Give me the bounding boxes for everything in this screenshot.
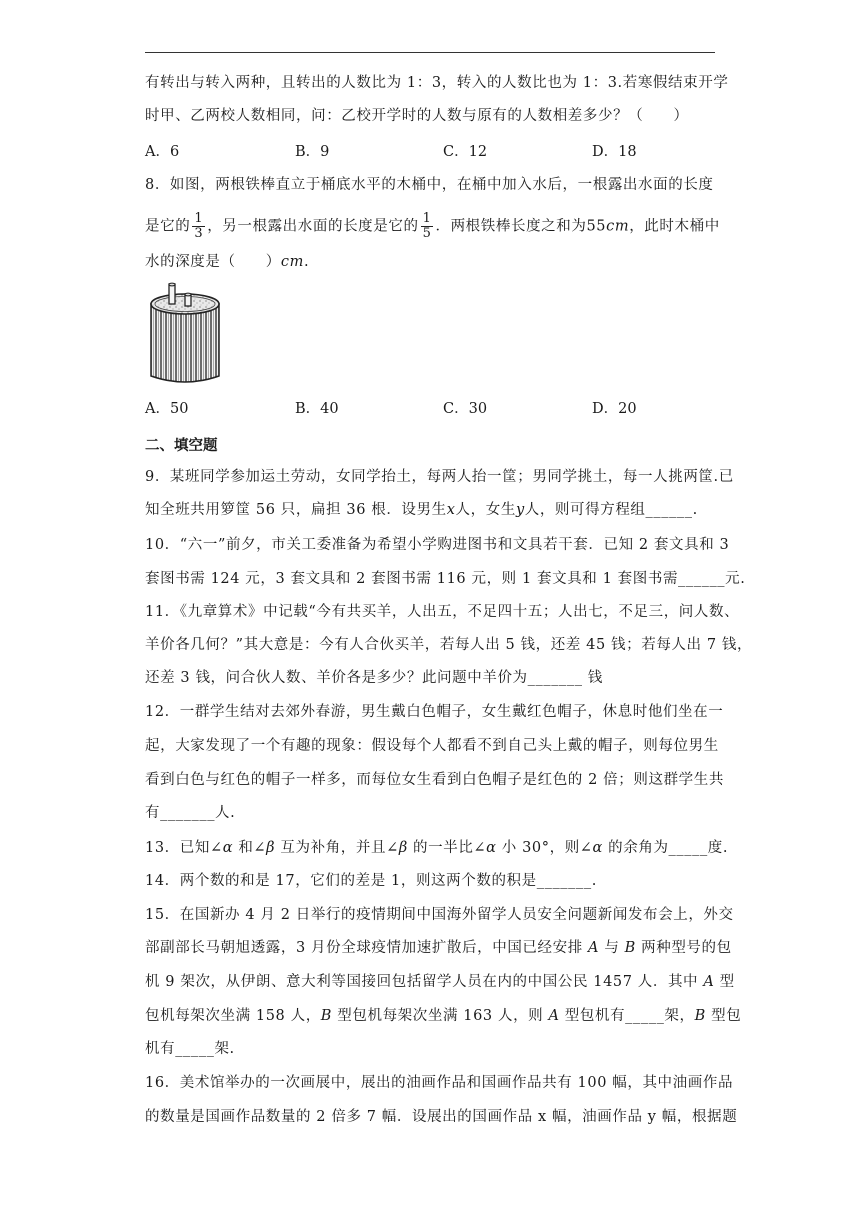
q15-text-b: 与 xyxy=(599,940,625,956)
q15-type-b-3: B xyxy=(694,1008,706,1024)
fraction-numerator: 1 xyxy=(422,211,432,226)
q9-line-2 xyxy=(145,500,698,520)
q15-type-b-2: B xyxy=(320,1008,333,1024)
q9-text-b: 人，女生 xyxy=(455,502,516,518)
q9-var-y: y xyxy=(515,502,525,518)
q7-option-d: D．18 xyxy=(592,144,637,160)
q7-line-2: 时甲、乙两校人数相同，问：乙校开学时的人数与原有的人数相差多少？（ ） xyxy=(145,108,689,124)
q15-type-a-2: A xyxy=(703,974,715,990)
fraction-numerator: 1 xyxy=(194,211,204,226)
q9-line-1: 9．某班同学参加运土劳动，女同学抬土，每两人抬一筐；男同学挑土，每一人挑两筐.已 xyxy=(145,469,734,485)
q13-text-b: 和∠ xyxy=(233,840,267,856)
q13-beta: β xyxy=(266,840,276,856)
q7-line-1: 有转出与转入两种，且转出的人数比为 1：3，转入的人数比也为 1：3.若寒假结束开学 xyxy=(145,75,729,91)
q8-fraction-one-third xyxy=(192,212,205,241)
q13-text-f: 的余角为_____度. xyxy=(602,840,729,856)
q15-text-f: 包机每架次坐满 158 人， xyxy=(145,1008,321,1024)
q12-line-2: 起，大家发现了一个有趣的现象：假设每个人都看不到自己头上戴的帽子，则每位男生 xyxy=(145,738,719,754)
q13-alpha-2: α xyxy=(486,840,497,856)
q13-text-e: 小 30°，则∠ xyxy=(496,840,593,856)
q8-unit-cm: cm xyxy=(606,218,630,235)
q12-line-3: 看到白色与红色的帽子一样多，而每位女生看到白色帽子是红色的 2 倍；则这群学生共 xyxy=(145,772,724,788)
q16-line-2: 的数量是国画作品数量的 2 倍多 7 幅．设展出的国画作品 x 幅，油画作品 y 幅，根据题 xyxy=(145,1109,738,1125)
q13-line-1 xyxy=(145,838,728,858)
q15-line-3 xyxy=(145,972,735,992)
q13-alpha: α xyxy=(222,840,234,856)
q13-beta-2: β xyxy=(398,840,408,856)
q9-var-x: x xyxy=(446,502,456,518)
q13-text-d: 的一半比∠ xyxy=(407,840,487,856)
q8-unit-cm-2: cm xyxy=(280,254,304,270)
q7-option-a: A．6 xyxy=(145,144,180,160)
fraction-denominator: 3 xyxy=(194,226,204,241)
q8-option-a: A．50 xyxy=(145,401,189,417)
q8-line-3 xyxy=(145,252,309,272)
q8-text-d: ，此时木桶中 xyxy=(629,218,720,235)
q7-option-c: C．12 xyxy=(443,144,488,160)
q15-text-a: 部副部长马朝旭透露，3 月份全球疫情加速扩散后，中国已经安排 xyxy=(145,940,589,956)
q9-text-c: 人，则可得方程组______. xyxy=(524,502,698,518)
q15-line-2 xyxy=(145,938,732,958)
q15-text-g: 型包机每架次坐满 163 人，则 xyxy=(332,1008,549,1024)
q13-alpha-3: α xyxy=(592,840,603,856)
q13-text-c: 互为补角，并且∠ xyxy=(275,840,399,856)
q12-line-1: 12．一群学生结对去郊外春游，男生戴白色帽子，女生戴红色帽子，休息时他们坐在一 xyxy=(145,704,724,720)
q11-line-1: 11．《九章算术》中记载“今有共买羊，人出五，不足四十五；人出七，不足三，问人数、 xyxy=(145,604,740,620)
q15-text-h: 型包机有_____架， xyxy=(559,1008,695,1024)
q15-line-1: 15．在国新办 4 月 2 日举行的疫情期间中国海外留学人员安全问题新闻发布会上，外交 xyxy=(145,907,734,923)
q15-type-a-3: A xyxy=(548,1008,560,1024)
q8-text-c: ．两根铁棒长度之和为55 xyxy=(435,218,607,235)
section-title-fill-in: 二、填空题 xyxy=(145,438,218,454)
q12-line-4: 有_______人. xyxy=(145,805,236,821)
q7-option-b: B．9 xyxy=(295,144,330,160)
q8-option-c: C．30 xyxy=(443,401,488,417)
q10-line-2: 套图书需 124 元，3 套文具和 2 套图书需 116 元，则 1 套文具和 1 套图书需______元. xyxy=(145,571,746,587)
q15-text-e: 型 xyxy=(714,974,735,990)
q9-text-a: 知全班共用箩筐 56 只，扁担 36 根．设男生 xyxy=(145,502,447,518)
header-rule xyxy=(145,52,715,53)
q15-line-4 xyxy=(145,1006,741,1026)
q15-text-d: 机 9 架次，从伊朗、意大利等国接回包括留学人员在内的中国公民 1457 人．其中 xyxy=(145,974,704,990)
q8-fraction-one-fifth xyxy=(421,212,434,241)
q8-text-f: . xyxy=(303,254,310,270)
q14-line-1: 14．两个数的和是 17，它们的差是 1，则这两个数的积是_______. xyxy=(145,873,597,889)
bucket-with-rods-figure xyxy=(145,282,225,388)
q8-text-b: ，另一根露出水面的长度是它的 xyxy=(207,218,419,235)
q11-line-2: 羊价各几何？”其大意是：今有人合伙买羊，若每人出 5 钱，还差 45 钱；若每人出 7 钱， xyxy=(145,637,753,653)
q15-type-a: A xyxy=(588,940,600,956)
q16-line-1: 16．美术馆举办的一次画展中，展出的油画作品和国画作品共有 100 幅，其中油画作品 xyxy=(145,1075,734,1091)
q8-text-a: 是它的 xyxy=(145,218,191,235)
q15-text-i: 型包 xyxy=(705,1008,742,1024)
q11-line-3: 还差 3 钱，问合伙人数、羊价各是多少？此问题中羊价为_______ 钱 xyxy=(145,670,603,686)
q10-line-1: 10．“六一”前夕，市关工委准备为希望小学购进图书和文具若干套．已知 2 套文具和 3 xyxy=(145,537,730,553)
q8-line-2 xyxy=(145,212,720,241)
fraction-denominator: 5 xyxy=(422,226,432,241)
q13-text-a: 13．已知∠ xyxy=(145,840,223,856)
q15-text-c: 两种型号的包 xyxy=(635,940,732,956)
q8-option-b: B．40 xyxy=(295,401,339,417)
q8-option-d: D．20 xyxy=(592,401,637,417)
q8-line-1: 8．如图，两根铁棒直立于桶底水平的木桶中，在桶中加入水后，一根露出水面的长度 xyxy=(145,177,714,193)
q15-type-b: B xyxy=(624,940,636,956)
q15-line-5: 机有_____架. xyxy=(145,1041,235,1057)
q8-text-e: 水的深度是（ ） xyxy=(145,254,281,270)
